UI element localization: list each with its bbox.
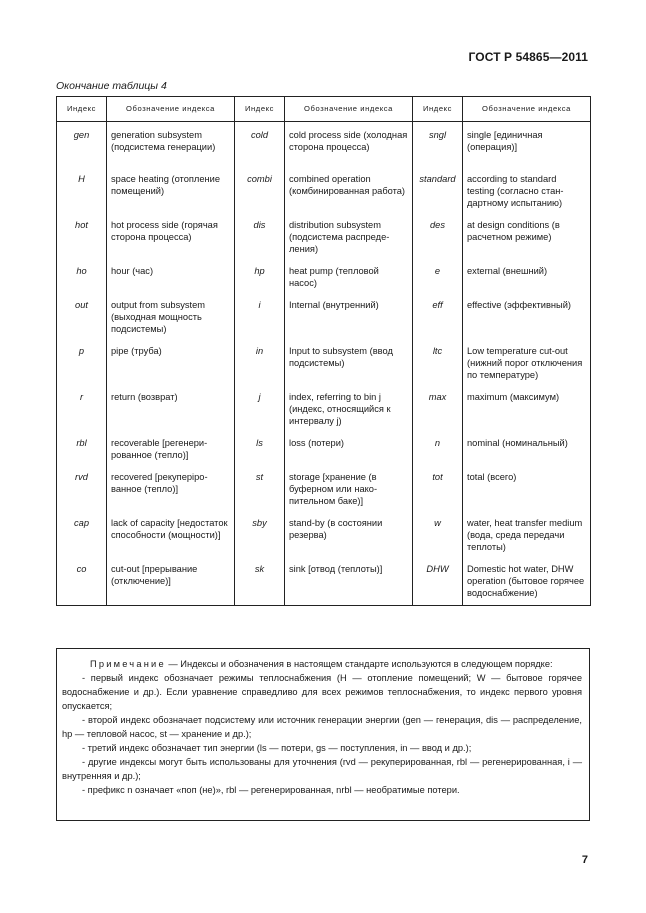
table-row [57, 558, 591, 606]
designation-cell: return (возврат) [107, 386, 235, 432]
index-cell: rvd [57, 466, 107, 512]
designation-cell: according to standard testing (согласно стандартному испытанию) [463, 168, 591, 214]
index-cell: w [413, 512, 463, 558]
index-cell: hot [57, 214, 107, 260]
index-cell: st [235, 466, 285, 512]
index-cell: rbl [57, 432, 107, 466]
designation-cell: Domestic hot water, DHW operation (бытовое горячее водоснабжение) [463, 558, 591, 606]
note-item: - второй индекс обозначает подсистему или источник генерации энергии (gen — генерация, dis — распределение, hp — тепловой насос, st — хранение и др.); [62, 715, 582, 739]
table-row [57, 340, 591, 386]
index-cell: hp [235, 260, 285, 294]
designation-cell: hot process side (горячая сторона процесса) [107, 214, 235, 260]
designation-cell: at design conditions (в расчетном режиме) [463, 214, 591, 260]
note-item: - первый индекс обозначает режимы теплоснабжения (H — отопление помещений; W — бытовое горячее водоснабжение и др.). Если уравнение справедливо для всех режимов теплоснабжения, то индекс первого уровня опускается; [62, 673, 582, 711]
table-row [57, 512, 591, 558]
designation-cell: recovered [рекуперiрованное (тепло)] [107, 466, 235, 512]
index-cell: co [57, 558, 107, 606]
index-cell: ltc [413, 340, 463, 386]
table-row [57, 214, 591, 260]
table-row [57, 168, 591, 214]
index-cell: e [413, 260, 463, 294]
header-index: Индекс [57, 97, 107, 122]
index-cell: j [235, 386, 285, 432]
designation-cell: lack of capacity [недостаток способности (мощности)] [107, 512, 235, 558]
designation-cell: index, referring to bin j (индекс, относящийся к интервалу j) [285, 386, 413, 432]
note-label: Примечание [90, 659, 166, 669]
note-item: - другие индексы могут быть использованы для уточнения (rvd — рекуперированная, rbl — регенерированная, i — внутренняя и др.); [62, 757, 582, 781]
designation-cell: single [единичная (операция)] [463, 122, 591, 168]
designation-cell: sink [отвод (теплоты)] [285, 558, 413, 606]
index-cell: sby [235, 512, 285, 558]
designation-cell: total (всего) [463, 466, 591, 512]
table-row [57, 386, 591, 432]
designation-cell: distribution subsystem (подсистема распределения) [285, 214, 413, 260]
index-cell: cold [235, 122, 285, 168]
note-item: - третий индекс обозначает тип энергии (ls — потери, gs — поступления, in — ввод и др.); [82, 743, 472, 753]
designation-cell: cold process side (холодная сторона процесса) [285, 122, 413, 168]
designation-cell: stand-by (в состоянии резерва) [285, 512, 413, 558]
index-cell: sngl [413, 122, 463, 168]
designation-cell: Internal (внутренний) [285, 294, 413, 340]
designation-cell: heat pump (тепловой насос) [285, 260, 413, 294]
page-number: 7 [581, 854, 588, 866]
table-header-row [57, 97, 591, 122]
index-cell: p [57, 340, 107, 386]
designation-cell: effective (эффективный) [463, 294, 591, 340]
table-caption: Окончание таблицы 4 [56, 80, 167, 92]
index-cell: sk [235, 558, 285, 606]
designation-cell: pipe (труба) [107, 340, 235, 386]
note [62, 657, 582, 797]
index-cell: dis [235, 214, 285, 260]
designation-cell: generation subsystem (подсистема генерации) [107, 122, 235, 168]
index-table [56, 96, 591, 606]
designation-cell: storage [хранение (в буферном или накопительном баке)] [285, 466, 413, 512]
index-cell: cap [57, 512, 107, 558]
header-index: Индекс [413, 97, 463, 122]
index-cell: i [235, 294, 285, 340]
index-cell: n [413, 432, 463, 466]
header-index: Индекс [235, 97, 285, 122]
designation-cell: space heating (отопление помещений) [107, 168, 235, 214]
note-item: - префикс n означает «поп (не)», rbl — регенерированная, nrbl — необратимые потери. [82, 785, 460, 795]
designation-cell: external (внешний) [463, 260, 591, 294]
index-cell: des [413, 214, 463, 260]
designation-cell: loss (потери) [285, 432, 413, 466]
index-cell: tot [413, 466, 463, 512]
document-header: ГОСТ Р 54865—2011 [468, 50, 588, 64]
index-cell: ho [57, 260, 107, 294]
note-intro [62, 657, 582, 671]
index-cell: out [57, 294, 107, 340]
index-cell: H [57, 168, 107, 214]
table-row [57, 294, 591, 340]
note-intro-text: — Индексы и обозначения в настоящем стандарте используются в следующем порядке: [165, 659, 553, 669]
table-row [57, 122, 591, 168]
index-cell: max [413, 386, 463, 432]
table-row [57, 432, 591, 466]
header-designation: Обозначение индекса [285, 97, 413, 122]
index-cell: DHW [413, 558, 463, 606]
index-cell: r [57, 386, 107, 432]
header-designation: Обозначение индекса [463, 97, 591, 122]
designation-cell: maximum (максимум) [463, 386, 591, 432]
header-designation: Обозначение индекса [107, 97, 235, 122]
designation-cell: Input to subsystem (ввод подсистемы) [285, 340, 413, 386]
designation-cell: Low temperature cut-out (нижний порог отключения по температуре) [463, 340, 591, 386]
designation-cell: combined operation (комбинированная работа) [285, 168, 413, 214]
table-row [57, 260, 591, 294]
designation-cell: nominal (номинальный) [463, 432, 591, 466]
designation-cell: hour (час) [107, 260, 235, 294]
index-cell: combi [235, 168, 285, 214]
table-row [57, 466, 591, 512]
index-cell: standard [413, 168, 463, 214]
designation-cell: cut-out [прерывание (отключение)] [107, 558, 235, 606]
designation-cell: output from subsystem (выходная мощность подсистемы) [107, 294, 235, 340]
designation-cell: water, heat transfer medium (вода, среда передачи теплоты) [463, 512, 591, 558]
index-cell: ls [235, 432, 285, 466]
designation-cell: recoverable [регенерированное (тепло)] [107, 432, 235, 466]
index-cell: in [235, 340, 285, 386]
index-cell: eff [413, 294, 463, 340]
index-cell: gen [57, 122, 107, 168]
